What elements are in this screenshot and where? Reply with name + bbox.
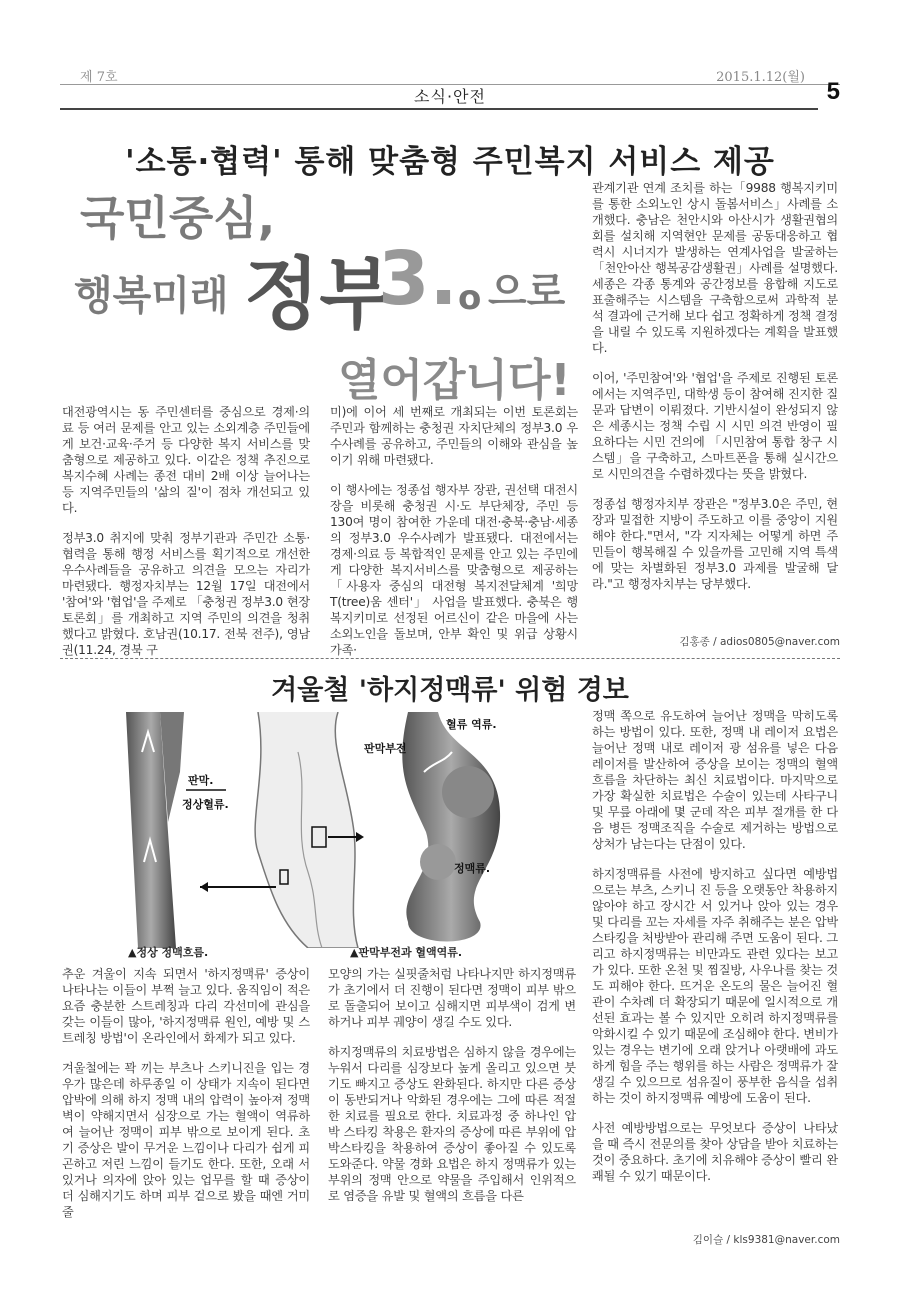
article2-col3-p1: 정맥 쪽으로 유도하여 늘어난 정맥을 막히도록 하는 방법이 있다. 또한, 정맥 내 레이저 요법은 늘어난 정맥 내로 레이저 광 섬유를 넣은 다음 레이저를 발산하여 증상을 보이는 정맥의 혈액 흐름을 차단하는 최신 치료법이다. 마지막으로 가장 확실한 치료법은 수술이 있는데 사타구니 및 무릎 아래에 몇 군데 작은 피부 절개를 한 다음 병든 정맥조직을 수술로 제거하는 방법으로 상처가 남는다는 단점이 있다. xyxy=(592,709,838,851)
header-rule-bottom xyxy=(60,108,818,110)
article2-col1-p1: 추운 겨울이 지속 되면서 '하지정맥류' 증상이 나타나는 이들이 부쩍 늘고 있다. 움직임이 적은 요즘 충분한 스트레칭과 다리 각선미에 관심을 갖는 이들이 많아, '하지정맥류 원인, 예방 및 스트레칭 방법'이 온라인에서 화제가 되고 있다. xyxy=(62,967,310,1045)
article2-col3 xyxy=(592,708,838,1198)
article1-title: '소통·협력' 통해 맞춤형 주민복지 서비스 제공 xyxy=(125,144,775,180)
slogan-line2c: 3. xyxy=(378,236,458,322)
slogan-line2d: o xyxy=(458,278,482,318)
page-number: 5 xyxy=(826,78,840,105)
article1-col2 xyxy=(330,404,578,672)
article1-col3-p2: 이어, '주민참여'와 '협업'을 주제로 진행된 토론에서는 지역주민, 대학생 등이 참여해 진지한 질문과 답변이 이뤄졌다. 기반시설이 완성되지 않은 세종시는 정책 수립 시 시민 의견 반영이 필요하다는 시민 건의에 「시민참여 통합 창구 시스템」을 구축하고, 스마트폰을 통해 실시간으로 시민의견을 수렴하겠다는 뜻을 밝혔다. xyxy=(592,371,838,481)
article1-col1-p1: 대전광역시는 동 주민센터를 중심으로 경제·의료 등 여러 문제를 안고 있는 소외계층 주민들에게 보건·교육·주거 등 다양한 복지 서비스를 맞춤형으로 제공하고 있다. 이같은 정책 추진으로 복지수혜 사례는 종전 대비 2배 이상 늘어나는 등 지역주민들의 '삶의 질'이 점차 개선되고 있다. xyxy=(62,405,310,515)
slogan-block xyxy=(60,180,580,406)
article1-col1 xyxy=(62,404,310,672)
slogan-line2a: 행복미래 xyxy=(74,273,229,319)
article2-col1-p2: 겨울철에는 꽉 끼는 부츠나 스키니진을 입는 경우가 많은데 하루종일 이 상태가 지속이 된다면 압박에 의해 하지 정맥 내의 압력이 높아져 정맥 벽이 약해지면서 심장으로 가는 혈액이 역류하여 늘어난 정맥이 피부 밖으로 보이게 된다. 초기 증상은 발이 무거운 느낌이나 다리가 쉽게 피곤하고 저린 느낌이 들기도 한다. 또한, 오래 서 있거나 의자에 앉아 있는 업무를 할 때 증상이 더 심해지기도 하며 피부 겉으로 봤을 때엔 거미줄 xyxy=(62,1061,310,1219)
slogan-line2e: 으로 xyxy=(488,269,566,315)
article1-col1-p2: 정부3.0 취지에 맞춰 정부기관과 주민간 소통·협력을 통해 행정 서비스를 획기적으로 개선한 우수사례들을 공유하고 의견을 모으는 자리가 마련됐다. 행정자치부는 12월 17일 대전에서 '참여'와 '협업'을 주제로 「충청권 정부3.0 현장토론회」를 개최하고 지역 주민의 의견을 청취했다고 밝혔다. 호남권(10.17. 전북 전주), 영남권(11.24, 경북 구 xyxy=(62,531,310,657)
label-normal-flow: 정상혈류. xyxy=(182,798,229,811)
label-valve: 판막. xyxy=(188,774,214,787)
article2-col2-p2: 하지정맥류의 치료방법은 심하지 않을 경우에는 누워서 다리를 심장보다 높게 올리고 있으면 붓기도 빠지고 증상도 완화된다. 하지만 다른 증상이 동반되거나 악화된 경우에는 그에 따른 적절한 치료를 필요로 한다. 치료과정 중 하나인 압박 스타킹 착용은 환자의 증상에 따른 부위에 압박스타킹을 착용하여 증상이 좋아질 수 있도록 도와준다. 약물 경화 요법은 하지 정맥류가 있는 부위의 정맥 안으로 약물을 주입해서 인위적으로 염증을 유발 및 혈액의 흐름을 다른 xyxy=(328,1045,576,1203)
leg-vein-illustration xyxy=(108,712,518,948)
article1-col2-p2: 이 행사에는 정종섭 행자부 장관, 권선택 대전시장을 비롯해 충청권 시·도 부단체장, 주민 등 130여 명이 참여한 가운데 대전·충북·충남·세종의 정부3.0 우수사례가 발표됐다. 대전에서는 경제·의료 등 복합적인 문제를 안고 있는 주민에게 다양한 복지서비스를 맞춤형으로 제공하는 「사용자 중심의 대전형 복지전달체계 '희망T(tree)움 센터'」 사업을 발표했다. 충북은 행복지키미로 선정된 어르신이 같은 마을에 사는 소외노인을 돌보며, 안부 확인 및 위급 상황시 가족· xyxy=(330,483,578,657)
article1-col2-p1: 미)에 이어 세 번째로 개최되는 이번 토론회는 주민과 함께하는 충청권 자치단체의 정부3.0 우수사례를 공유하고, 주민들의 이해와 관심을 높이기 위해 마련됐다. xyxy=(330,405,578,467)
varicose-figure xyxy=(108,712,518,948)
caption-right: ▲판막부전과 혈액역류. xyxy=(350,946,463,959)
article2-col3-p3: 사전 예방방법으로는 무엇보다 증상이 나타났을 때 즉시 전문의를 찾아 상담을 받아 치료하는 것이 중요하다. 초기에 치유해야 증상이 빨리 완쾌될 수 있기 때문이다. xyxy=(592,1121,838,1183)
issue-date: 2015.1.12(월) xyxy=(716,70,805,85)
article1-col3-p3: 정종섭 행정자치부 장관은 "정부3.0은 주민, 현장과 밀접한 지방이 주도하고 이를 중앙이 지원해야 한다."면서, "각 지자체는 어떻게 하면 주민들이 행복해질 수 있을까를 고민해 지역 특색에 맞는 차별화된 정부3.0 과제를 발굴해 달라."고 행정자치부는 당부했다. xyxy=(592,497,838,591)
article2-col3-p2: 하지정맥류를 사전에 방지하고 싶다면 예방법으로는 부츠, 스키니 진 등을 오랫동안 착용하지 않아야 하고 장시간 서 있거나 앉아 있는 경우 및 다리를 꼬는 자세를 자주 취해주는 분은 압박스타킹을 처방받아 관리해 주면 도움이 된다. 그리고 하지정맥류는 비만과도 관련 있다는 보고가 있다. 또한 온천 및 찜질방, 사우나를 찾는 것도 피해야 한다. 뜨거운 온도의 물은 늘어진 혈관이 수차례 더 확장되기 때문에 일시적으로 개선된 효과는 볼 수 있지만 오히려 하지정맥류를 악화시킬 수 있기 때문에 조심해야 한다. 변비가 있는 경우는 변기에 오래 앉거나 아랫배에 과도하게 힘을 주는 행위를 하는 사람은 정맥류가 잘 생길 수 있으므로 섬유질이 풍부한 음식을 섭취하는 것이 하지정맥류 예방에 도움이 된다. xyxy=(592,867,838,1105)
article-divider xyxy=(60,658,840,659)
article2-col1 xyxy=(62,966,310,1234)
article1-byline: 김홍종 / adios0805@naver.com xyxy=(679,636,840,648)
article2-col2-p1: 모양의 가는 실핏줄처럼 나타나지만 하지정맥류가 초기에서 더 진행이 된다면 정맥이 피부 밖으로 돌출되어 보이고 심해지면 피부색이 검게 변하거나 피부 궤양이 생길 수도 있다. xyxy=(328,967,576,1029)
caption-left: ▲정상 정맥흐름. xyxy=(128,946,209,959)
label-varicose: 정맥류. xyxy=(454,862,491,875)
slogan-line2b: 정부 xyxy=(244,250,395,340)
label-valve-failure: 판막부전 xyxy=(364,742,407,755)
article2-byline: 김이슬 / kls9381@naver.com xyxy=(692,1234,840,1246)
article1-col3 xyxy=(592,180,838,606)
article2-col2 xyxy=(328,966,576,1218)
article1-col3-p1: 관계기관 연계 조치를 하는「9988 행복지키미를 통한 소외노인 상시 돌봄서비스」사례를 소개했다. 충남은 천안시와 아산시가 생활권협의회를 설치해 지역현안 문제를 공동대응하고 협력시 시너지가 발생하는 연계사업을 발굴하는「천안아산 행복공감생활권」사례를 설명했다. 세종은 각종 통계와 공간정보를 융합해 지도로 표출해주는 시스템을 구축함으로써 과학적 분석 결과에 근거해 보다 쉽고 정확하게 정책 결정을 내릴 수 있도록 지원하겠다는 계획을 발표했다. xyxy=(592,181,838,355)
article2-title: 겨울철 '하지정맥류' 위험 경보 xyxy=(271,675,629,706)
issue-number: 제 7호 xyxy=(80,70,118,85)
slogan-line1: 국민중심, xyxy=(80,191,276,245)
slogan-line3: 열어갑니다! xyxy=(338,355,571,406)
section-name: 소식·안전 xyxy=(414,87,486,106)
label-reflux: 혈류 역류. xyxy=(446,718,497,731)
